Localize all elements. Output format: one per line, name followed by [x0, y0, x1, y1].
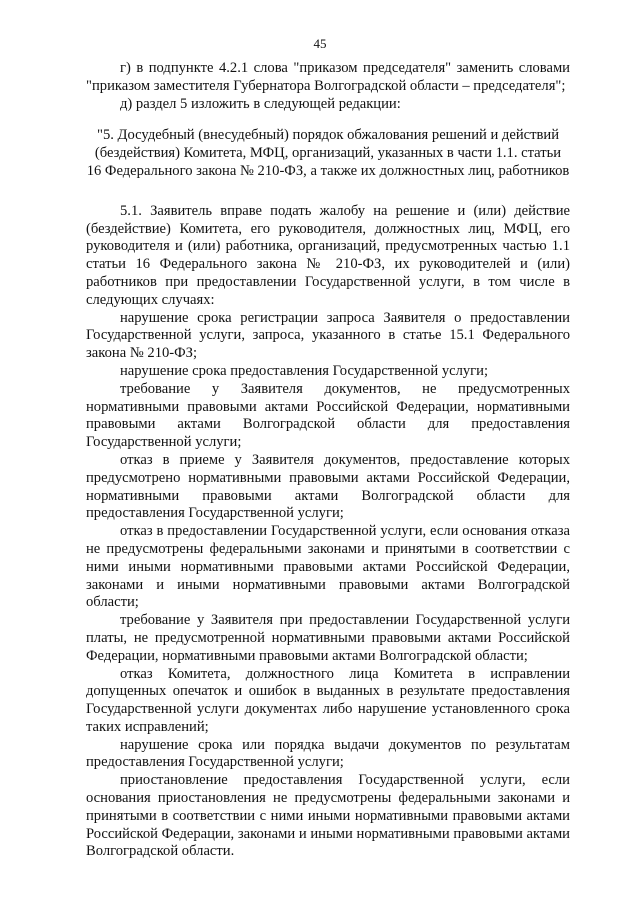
list-item-term-violation: нарушение срока предоставления Государственной услуги;	[120, 362, 489, 379]
list-item-documents-requirement: требование у Заявителя документов, не предусмотренных нормативными правовыми актами Российской Федерации, нормативными правовыми актами Волгоградской области для предоставления Государственной услуги;	[86, 380, 570, 451]
list-item-correction-refusal: отказ Комитета, должностного лица Комитета в исправлении допущенных опечаток и ошибок в выданных в результате предоставления Государственной услуги документах либо нарушение установленного срока таких исправлений;	[86, 665, 570, 735]
page-number: 45	[313, 36, 327, 51]
document-body	[86, 60, 570, 861]
list-item-registration-violation: нарушение срока регистрации запроса Заявителя о предоставлении Государственной услуги, запроса, указанного в статье 15.1 Федерального закона № 210-ФЗ;	[86, 309, 570, 362]
list-item-fee-requirement: требование у Заявителя при предоставлении Государственной услуги платы, не предусмотренной нормативными правовыми актами Российской Федерации, нормативными правовыми актами Волгоградской области;	[86, 612, 570, 664]
intro-paragraph-d: д) раздел 5 изложить в следующей редакции:	[120, 95, 401, 112]
paragraph-5-1: 5.1. Заявитель вправе подать жалобу на решение и (или) действие (бездействие) Комитета, его руководителя, должностных лиц, МФЦ, его руководителя и (или) работника, организаций, предусмотренных частью 1.1 статьи 16 Федерального закона № 210-ФЗ, их руководителей и (или) работников при предоставлении Государственной услуги, в том числе в следующих случаях:	[86, 202, 570, 308]
intro-paragraph-g: г) в подпункте 4.2.1 слова "приказом председателя" заменить словами "приказом заместителя Губернатора Волгоградской области – председателя";	[86, 60, 570, 94]
list-item-suspension: приостановление предоставления Государственной услуги, если основания приостановления не предусмотрены федеральными законами и принятыми в соответствии с ними иными нормативными правовыми актами Российской Федерации, законами и иными нормативными правовыми актами Волгоградской области.	[86, 772, 570, 860]
list-item-refusal-service: отказ в предоставлении Государственной услуги, если основания отказа не предусмотрены федеральными законами и принятыми в соответствии с ними иными нормативными правовыми актами Российской Федерации, законами и иными нормативными правовыми актами Волгоградской области;	[86, 523, 570, 611]
list-item-refusal-acceptance: отказ в приеме у Заявителя документов, предоставление которых предусмотрено нормативными правовыми актами Российской Федерации, нормативными правовыми актами Волгоградской области для предоставления Государственной услуги;	[86, 451, 570, 522]
section-heading: "5. Досудебный (внесудебный) порядок обжалования решений и действий (бездействия) Комитета, МФЦ, организаций, указанных в части 1.1. статьи 16 Федерального закона № 210-ФЗ, а также их должностных лиц, работников	[86, 127, 570, 179]
list-item-issuance-violation: нарушение срока или порядка выдачи документов по результатам предоставления Государственной услуги;	[86, 736, 570, 771]
